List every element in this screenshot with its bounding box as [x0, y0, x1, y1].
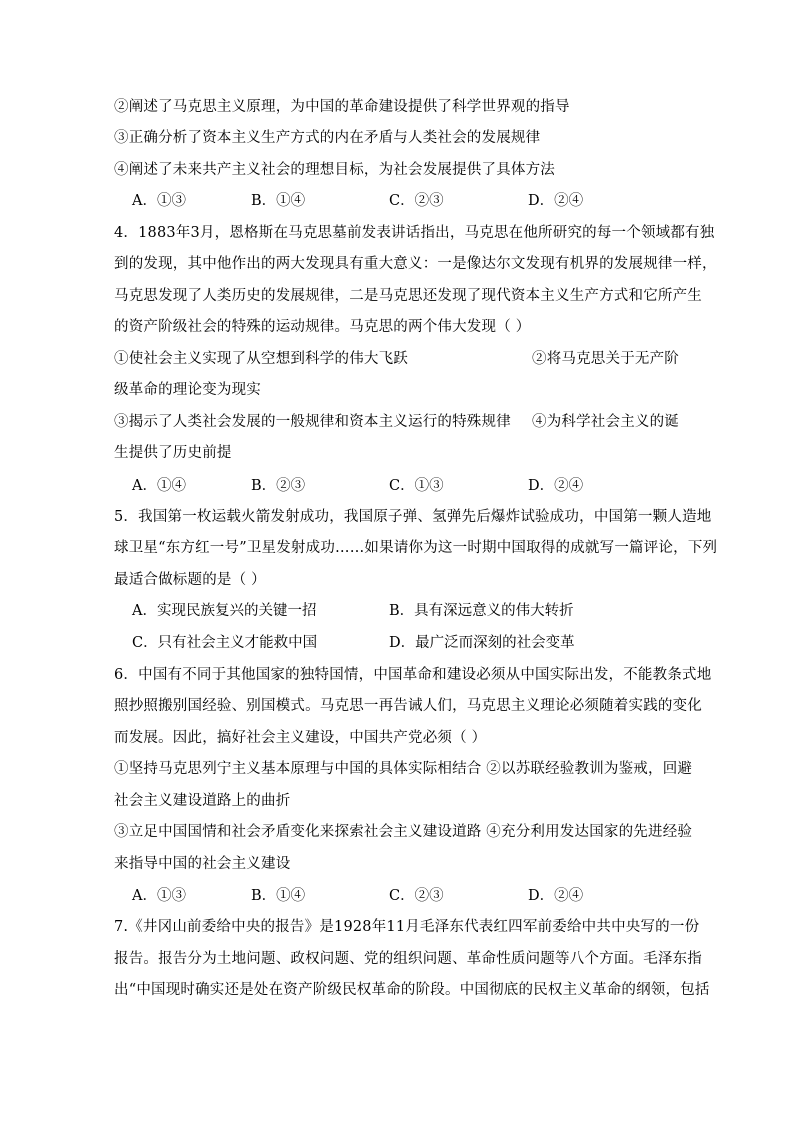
- q5-option-d: D．最广泛而深刻的社会变革: [389, 635, 575, 651]
- q4-option-c: C．①③: [389, 478, 444, 494]
- q4-statement-1-text: ①使社会主义实现了从空想到科学的伟大飞跃: [114, 351, 408, 367]
- q6-option-a: A．①③: [132, 888, 186, 904]
- q6-stem-line-3: 而发展。因此，搞好社会主义建设，中国共产党必须（ ）: [114, 730, 487, 746]
- q5-option-b: B．具有深远意义的伟大转折: [389, 603, 574, 619]
- q4-statement-3-text: ③揭示了人类社会发展的一般规律和资本主义运行的特殊规律: [114, 414, 511, 430]
- q3-statement-3: ③正确分析了资本主义生产方式的内在矛盾与人类社会的发展规律: [114, 130, 541, 146]
- q5-option-a: A．实现民族复兴的关键一招: [132, 603, 317, 619]
- q4-option-b: B．②③: [251, 478, 306, 494]
- q6-statement-3-cont: 来指导中国的社会主义建设: [114, 856, 291, 872]
- q6-statement-3: ③立足中国国情和社会矛盾变化来探索社会主义建设道路 ④充分利用发达国家的先进经验: [114, 824, 693, 840]
- q7-stem-line-2: 报告。报告分为土地问题、政权问题、党的组织问题、革命性质问题等八个方面。毛泽东指: [114, 951, 702, 967]
- q3-option-a: A．①③: [132, 193, 186, 209]
- q4-statement-4-text: ④为科学社会主义的诞: [532, 414, 679, 430]
- q6-stem-line-2: 照抄照搬别国经验、别国模式。马克思一再告诫人们，马克思主义理论必须随着实践的变化: [114, 698, 702, 714]
- q3-option-c: C．②③: [389, 193, 444, 209]
- q4-statement-2-text: ②将马克思关于无产阶: [532, 351, 679, 367]
- q4-option-a: A．①④: [132, 478, 186, 494]
- q5-stem-line-2: 球卫星“东方红一号”卫星发射成功……如果请你为这一时期中国取得的成就写一篇评论，下列: [114, 540, 718, 556]
- q4-stem-line-3: 马克思发现了人类历史的发展规律，二是马克思还发现了现代资本主义生产方式和它所产生: [114, 288, 702, 304]
- q7-stem-line-1: 7.《井冈山前委给中央的报告》是1928年11月毛泽东代表红四军前委给中共中央写的一份: [114, 919, 700, 935]
- q3-option-d: D．②④: [528, 193, 584, 209]
- q5-option-c: C．只有社会主义才能救中国: [132, 635, 318, 651]
- q4-statement-1: [114, 349, 704, 369]
- q3-statement-4: ④阐述了未来共产主义社会的理想目标，为社会发展提供了具体方法: [114, 162, 555, 178]
- q4-statement-3: [114, 412, 704, 432]
- q6-option-c: C．②③: [389, 888, 444, 904]
- q7-stem-line-3: 出“中国现时确实还是处在资产阶级民权革命的阶段。中国彻底的民权主义革命的纲领，包括: [114, 982, 710, 998]
- q4-option-d: D．②④: [528, 478, 584, 494]
- q5-stem-line-3: 最适合做标题的是（ ）: [114, 572, 266, 588]
- q3-statement-2: ②阐述了马克思主义原理，为中国的革命建设提供了科学世界观的指导: [114, 99, 570, 115]
- q4-stem-line-2: 到的发现，其中他作出的两大发现具有重大意义：一是像达尔文发现有机界的发展规律一样，: [114, 256, 717, 272]
- q6-option-b: B．①④: [251, 888, 306, 904]
- q4-statement-2-cont: 级革命的理论变为现实: [114, 382, 261, 398]
- q3-option-b: B．①④: [251, 193, 306, 209]
- q6-stem-line-1: 6．中国有不同于其他国家的独特国情，中国革命和建设必须从中国实际出发，不能教条式地: [114, 667, 712, 683]
- q4-stem-line-4: 的资产阶级社会的特殊的运动规律。马克思的两个伟大发现（ ）: [114, 319, 531, 335]
- q4-statement-4-cont: 生提供了历史前提: [114, 445, 232, 461]
- q4-stem-line-1: 4．1883年3月，恩格斯在马克思墓前发表讲话指出，马克思在他所研究的每一个领域都有独: [114, 225, 715, 241]
- q6-option-d: D．②④: [528, 888, 584, 904]
- q6-statement-1: ①坚持马克思列宁主义基本原理与中国的具体实际相结合 ②以苏联经验教训为鉴戒，回避: [114, 761, 693, 777]
- q6-statement-1-cont: 社会主义建设道路上的曲折: [114, 793, 291, 809]
- q5-stem-line-1: 5．我国第一枚运载火箭发射成功，我国原子弹、氢弹先后爆炸试验成功，中国第一颗人造地: [114, 509, 712, 525]
